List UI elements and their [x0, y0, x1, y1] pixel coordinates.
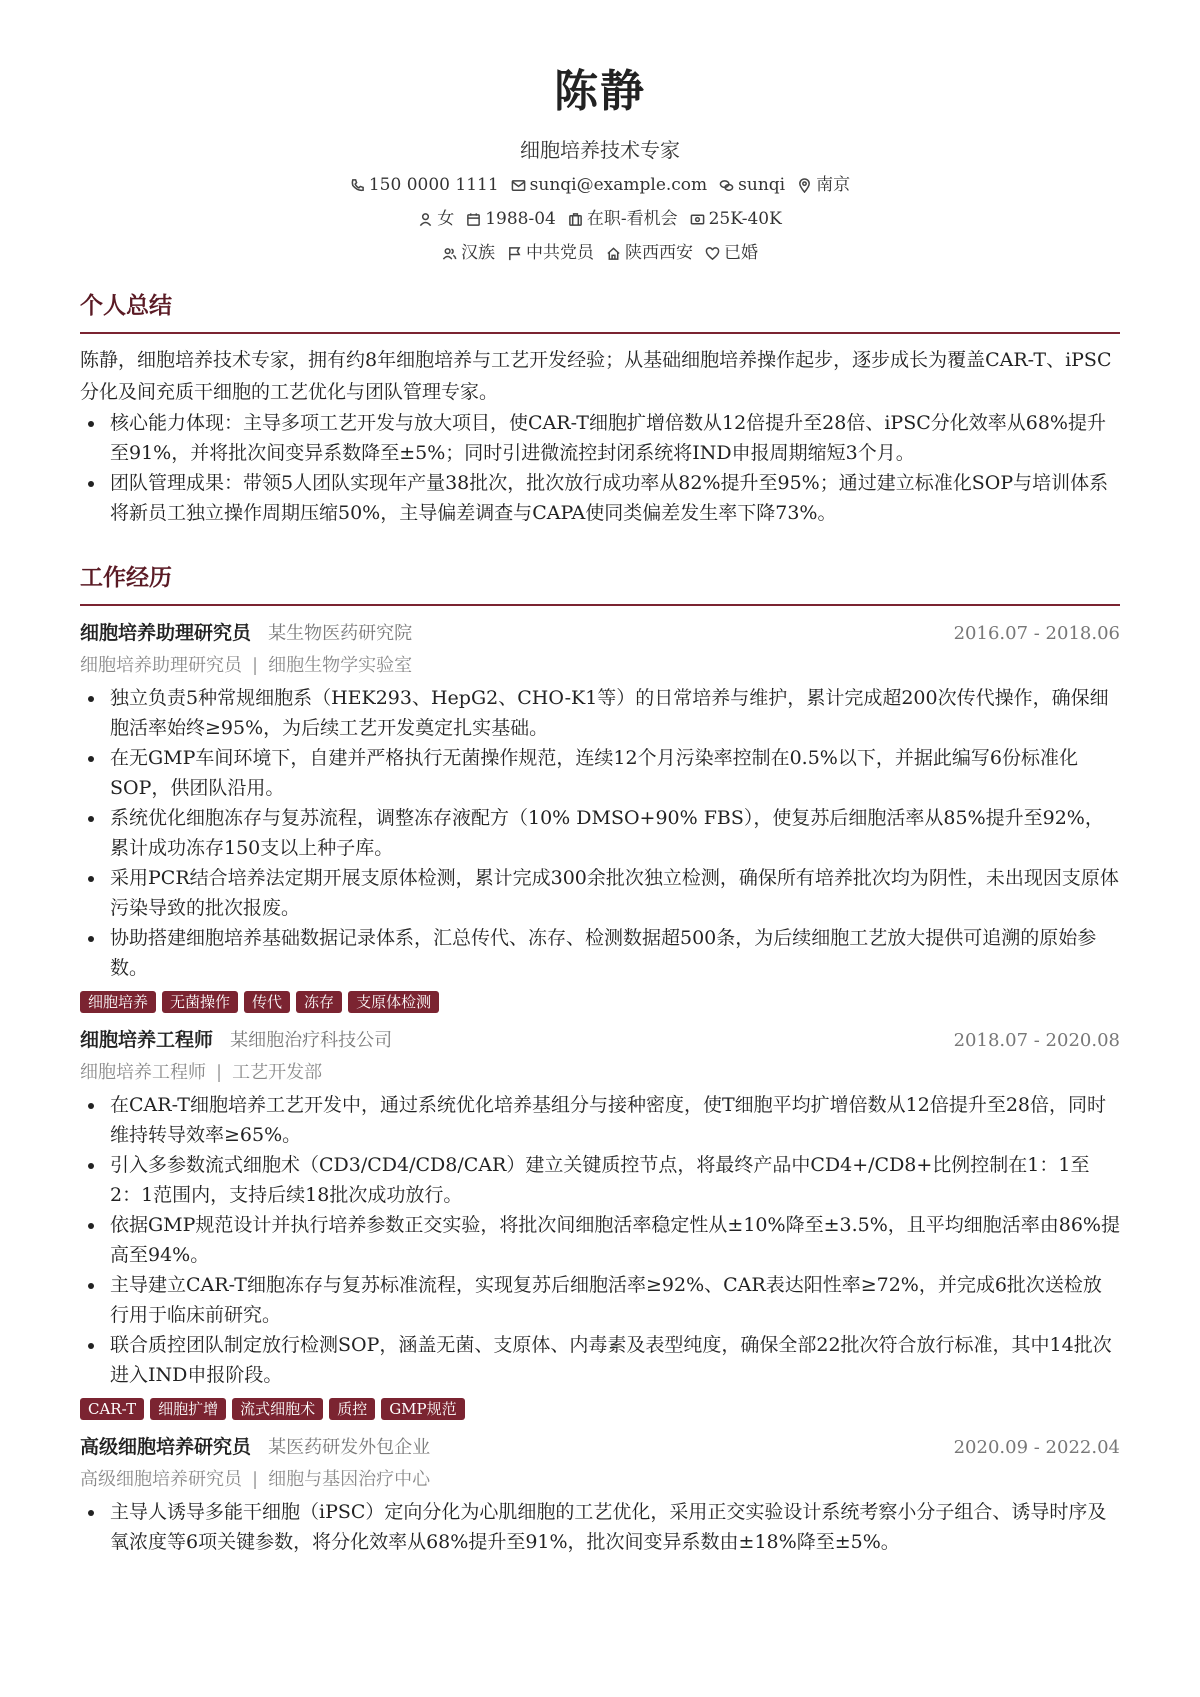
salary-text: 25K-40K	[708, 209, 782, 229]
list-item: 主导人诱导多能干细胞（iPSC）定向分化为心肌细胞的工艺优化，采用正交实验设计系统考察小分子组合、诱导时序及氧浓度等6项关键参数，将分化效率从68%提升至91%，批次间变异系数由±18%降至±5%。	[110, 1497, 1120, 1557]
work-section	[80, 562, 1120, 1557]
job-header	[80, 1432, 1120, 1463]
contact-row	[80, 172, 1120, 198]
work-title: 工作经历	[80, 562, 1120, 606]
skill-tag: 冻存	[296, 991, 342, 1013]
job-company: 某医药研发外包企业	[268, 1437, 431, 1458]
calendar-icon	[466, 212, 481, 227]
political-item	[507, 240, 594, 266]
hometown-item	[606, 240, 693, 266]
list-item: 采用PCR结合培养法定期开展支原体检测，累计完成300余批次独立检测，确保所有培养批次均为阴性，未出现因支原体污染导致的批次报废。	[110, 863, 1120, 923]
job-bullets	[80, 1090, 1120, 1390]
summary-section	[80, 290, 1120, 528]
salary-item	[690, 206, 782, 232]
phone-text: 150 0000 1111	[368, 175, 499, 195]
job-subline	[80, 1465, 1120, 1495]
hometown-text: 陕西西安	[625, 243, 693, 263]
wechat-text: sunqi	[738, 175, 786, 195]
skill-tags	[80, 1398, 1120, 1420]
skill-tag: GMP规范	[381, 1398, 464, 1420]
job-bullets	[80, 683, 1120, 983]
birth-text: 1988-04	[485, 209, 556, 229]
email-item[interactable]	[511, 172, 708, 198]
job-date: 2018.07 - 2020.08	[953, 1030, 1120, 1051]
skill-tag: 细胞扩增	[150, 1398, 226, 1420]
list-item: 在CAR-T细胞培养工艺开发中，通过系统优化培养基组分与接种密度，使T细胞平均扩增倍数从12倍提升至28倍，同时维持转导效率≥65%。	[110, 1090, 1120, 1150]
political-text: 中共党员	[526, 243, 594, 263]
skill-tag: CAR-T	[80, 1398, 144, 1420]
flag-icon	[507, 246, 522, 261]
job-department: 细胞与基因治疗中心	[268, 1469, 431, 1490]
personal-row	[80, 206, 1120, 232]
email-text: sunqi@example.com	[529, 175, 708, 195]
separator: |	[216, 1062, 223, 1083]
skill-tag: 细胞培养	[80, 991, 156, 1013]
job-header	[80, 1025, 1120, 1056]
phone-icon	[350, 178, 365, 193]
job-title: 细胞培养工程师	[80, 1029, 214, 1051]
heart-icon	[705, 246, 720, 261]
money-icon	[690, 212, 705, 227]
briefcase-icon	[568, 212, 583, 227]
summary-bullets	[80, 408, 1120, 528]
skill-tag: 传代	[244, 991, 290, 1013]
job-date: 2016.07 - 2018.06	[953, 623, 1120, 644]
job-department: 工艺开发部	[232, 1062, 323, 1083]
candidate-role: 细胞培养技术专家	[520, 138, 680, 162]
birth-item	[466, 206, 556, 232]
gender-text: 女	[437, 209, 455, 229]
list-item: 主导建立CAR-T细胞冻存与复苏标准流程，实现复苏后细胞活率≥92%、CAR表达阳性率≥72%，并完成6批次送检放行用于临床前研究。	[110, 1270, 1120, 1330]
ethnicity-item	[442, 240, 495, 266]
location-text: 南京	[816, 175, 851, 195]
job-department: 细胞生物学实验室	[268, 655, 413, 676]
job-position: 细胞培养工程师	[80, 1062, 206, 1083]
list-item: 在无GMP车间环境下，自建并严格执行无菌操作规范，连续12个月污染率控制在0.5%以下，并据此编写6份标准化SOP，供团队沿用。	[110, 743, 1120, 803]
status-text: 在职-看机会	[586, 209, 678, 229]
job-entry	[80, 1025, 1120, 1420]
status-item	[568, 206, 678, 232]
marital-item	[705, 240, 758, 266]
list-item: 协助搭建细胞培养基础数据记录体系，汇总传代、冻存、检测数据超500条，为后续细胞工艺放大提供可追溯的原始参数。	[110, 923, 1120, 983]
list-item: 团队管理成果：带领5人团队实现年产量38批次，批次放行成功率从82%提升至95%；通过建立标准化SOP与培训体系将新员工独立操作周期压缩50%，主导偏差调查与CAPA使同类偏差发生率下降73%。	[110, 468, 1120, 528]
gender-item	[418, 206, 454, 232]
skill-tags	[80, 991, 1120, 1013]
location-item	[797, 172, 850, 198]
job-bullets	[80, 1497, 1120, 1557]
group-icon	[442, 246, 457, 261]
job-company: 某生物医药研究院	[268, 623, 413, 644]
marital-text: 已婚	[724, 243, 758, 263]
ethnicity-text: 汉族	[461, 243, 495, 263]
background-row	[80, 240, 1120, 266]
skill-tag: 质控	[329, 1398, 375, 1420]
summary-paragraph: 陈静，细胞培养技术专家，拥有约8年细胞培养与工艺开发经验；从基础细胞培养操作起步，逐步成长为覆盖CAR-T、iPSC分化及间充质干细胞的工艺优化与团队管理专家。	[80, 349, 1112, 403]
home-icon	[606, 246, 621, 261]
separator: |	[252, 1469, 259, 1490]
mail-icon	[511, 178, 526, 193]
skill-tag: 支原体检测	[348, 991, 439, 1013]
job-position: 细胞培养助理研究员	[80, 655, 242, 676]
phone-item[interactable]	[350, 172, 499, 198]
job-entry	[80, 618, 1120, 1013]
skill-tag: 流式细胞术	[232, 1398, 323, 1420]
job-position: 高级细胞培养研究员	[80, 1469, 242, 1490]
job-date: 2020.09 - 2022.04	[953, 1437, 1120, 1458]
job-subline	[80, 1058, 1120, 1088]
list-item: 系统优化细胞冻存与复苏流程，调整冻存液配方（10% DMSO+90% FBS），使复苏后细胞活率从85%提升至92%，累计成功冻存150支以上种子库。	[110, 803, 1120, 863]
person-icon	[418, 212, 433, 227]
list-item: 依据GMP规范设计并执行培养参数正交实验，将批次间细胞活率稳定性从±10%降至±3.5%，且平均细胞活率由86%提高至94%。	[110, 1210, 1120, 1270]
list-item: 联合质控团队制定放行检测SOP，涵盖无菌、支原体、内毒素及表型纯度，确保全部22批次符合放行标准，其中14批次进入IND申报阶段。	[110, 1330, 1120, 1390]
job-title: 高级细胞培养研究员	[80, 1436, 252, 1458]
skill-tag: 无菌操作	[162, 991, 238, 1013]
job-entry	[80, 1432, 1120, 1557]
job-title: 细胞培养助理研究员	[80, 622, 252, 644]
job-subline	[80, 651, 1120, 681]
list-item: 引入多参数流式细胞术（CD3/CD4/CD8/CAR）建立关键质控节点，将最终产品中CD4+/CD8+比例控制在1：1至2：1范围内，支持后续18批次成功放行。	[110, 1150, 1120, 1210]
list-item: 核心能力体现：主导多项工艺开发与放大项目，使CAR-T细胞扩增倍数从12倍提升至28倍、iPSC分化效率从68%提升至91%，并将批次间变异系数降至±5%；同时引进微流控封闭系统将IND申报周期缩短3个月。	[110, 408, 1120, 468]
job-company: 某细胞治疗科技公司	[230, 1030, 393, 1051]
list-item: 独立负责5种常规细胞系（HEK293、HepG2、CHO-K1等）的日常培养与维护，累计完成超200次传代操作，确保细胞活率始终≥95%，为后续工艺开发奠定扎实基础。	[110, 683, 1120, 743]
job-header	[80, 618, 1120, 649]
candidate-name: 陈静	[554, 66, 646, 117]
wechat-icon	[719, 178, 734, 193]
wechat-item[interactable]	[719, 172, 785, 198]
location-icon	[797, 178, 812, 193]
summary-title: 个人总结	[80, 290, 1120, 334]
separator: |	[252, 655, 259, 676]
